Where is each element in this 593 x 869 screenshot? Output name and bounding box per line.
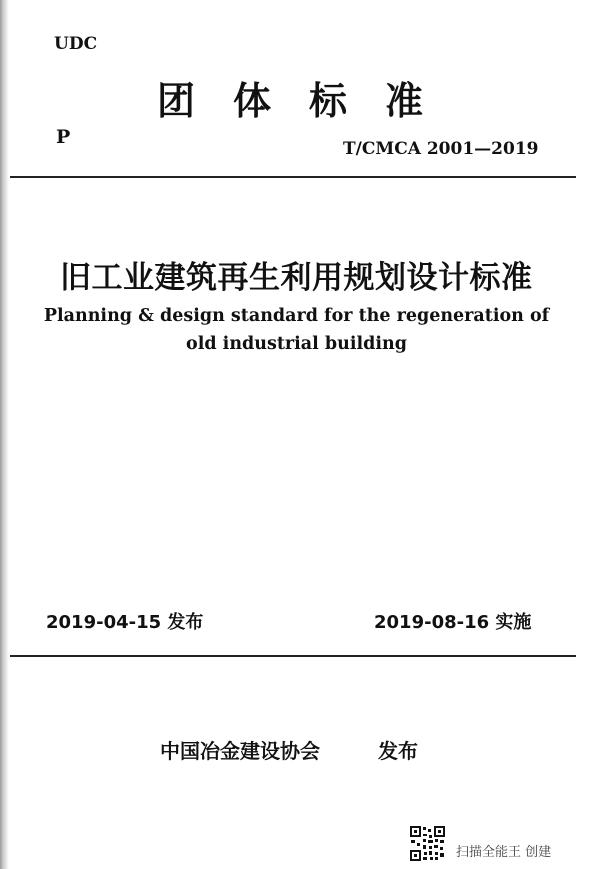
- english-title-line-1: Planning & design standard for the regeneration of: [43, 306, 550, 326]
- chinese-title: 旧工业建筑再生利用规划设计标准: [60, 260, 533, 296]
- top-divider: [10, 176, 576, 178]
- standard-type-heading: 团体标准: [157, 79, 462, 123]
- scanner-watermark: 扫描全能王 创建: [456, 845, 552, 860]
- implementation-date: 2019-08-16 实施: [374, 612, 532, 633]
- udc-label: UDC: [54, 34, 98, 54]
- scan-edge-shadow: [0, 0, 9, 869]
- publisher-action: 发布: [378, 739, 418, 763]
- bottom-divider: [10, 655, 576, 657]
- publish-date: 2019-04-15 发布: [46, 612, 204, 633]
- standard-number: T/CMCA 2001—2019: [343, 139, 539, 159]
- english-title: [0, 302, 593, 358]
- english-title-line-2: old industrial building: [186, 334, 407, 354]
- qr-code-icon: [409, 825, 446, 862]
- classification-code: P: [56, 126, 71, 148]
- publisher-name: 中国冶金建设协会: [160, 739, 320, 763]
